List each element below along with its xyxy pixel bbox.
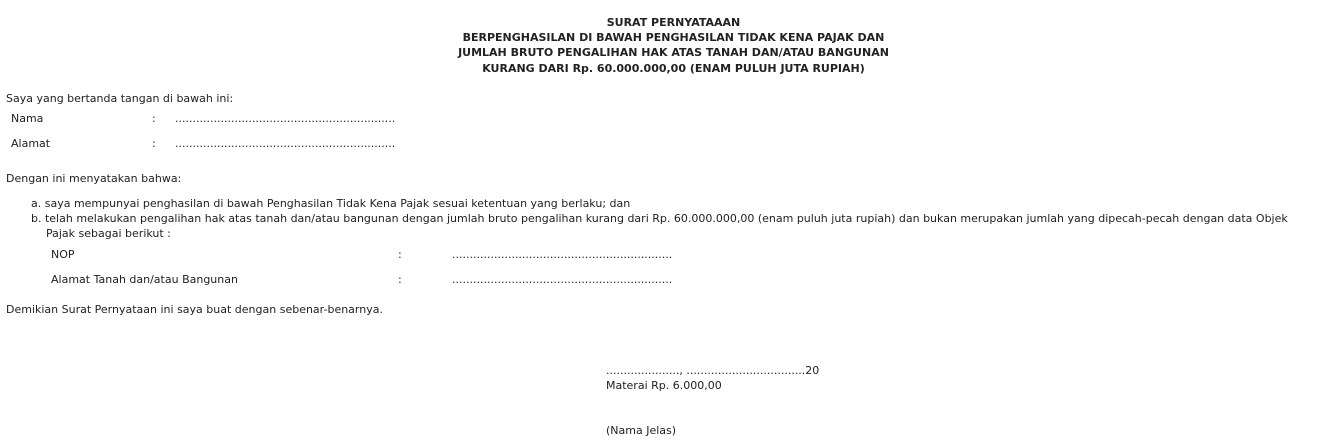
document-title: SURAT PERNYATAAAN [606,16,741,29]
signatory-name: (Nama Jelas) [606,424,677,437]
land-address-colon: : [398,273,402,286]
document-subtitle-line-2: JUMLAH BRUTO PENGALIHAN HAK ATAS TANAH DAN/ATAU BANGUNAN [458,46,889,59]
land-address-label: Alamat Tanah dan/atau Bangunan [51,273,238,286]
closing-statement: Demikian Surat Pernyataan ini saya buat dengan sebenar-benarnya. [6,303,383,316]
stamp-duty-label: Materai Rp. 6.000,00 [606,379,722,392]
name-field: ............................................................... [175,112,396,125]
land-address-field: ............................................................... [452,273,673,286]
address-field: ............................................................... [175,137,396,150]
document-subtitle-line-3: KURANG DARI Rp. 60.000.000,00 (ENAM PULUH JUTA RUPIAH) [482,62,865,75]
intro-text: Saya yang bertanda tangan di bawah ini: [6,92,234,105]
document-subtitle-line-1: BERPENGHASILAN DI BAWAH PENGHASILAN TIDAK KENA PAJAK DAN [462,31,885,44]
statement-b-line-2: Pajak sebagai berikut : [46,227,171,240]
nop-colon: : [398,248,402,261]
nop-label: NOP [51,248,75,261]
name-colon: : [152,112,156,125]
name-label: Nama [11,112,44,125]
address-label: Alamat [11,137,51,150]
statement-b-line-1: b. telah melakukan pengalihan hak atas tanah dan/atau bangunan dengan jumlah bruto pengalihan kurang dari Rp. 60.000.000,00 (enam puluh juta rupiah) dan bukan merupakan jumlah yang dipecah-pecah dengan data Objek [31,212,1288,225]
address-colon: : [152,137,156,150]
nop-field: ............................................................... [452,248,673,261]
statement-a: a. saya mempunyai penghasilan di bawah Penghasilan Tidak Kena Pajak sesuai ketentuan yang berlaku; dan [31,197,631,210]
statement-intro: Dengan ini menyatakan bahwa: [6,172,182,185]
place-date-line: ....................., ..................................20 [606,364,820,377]
